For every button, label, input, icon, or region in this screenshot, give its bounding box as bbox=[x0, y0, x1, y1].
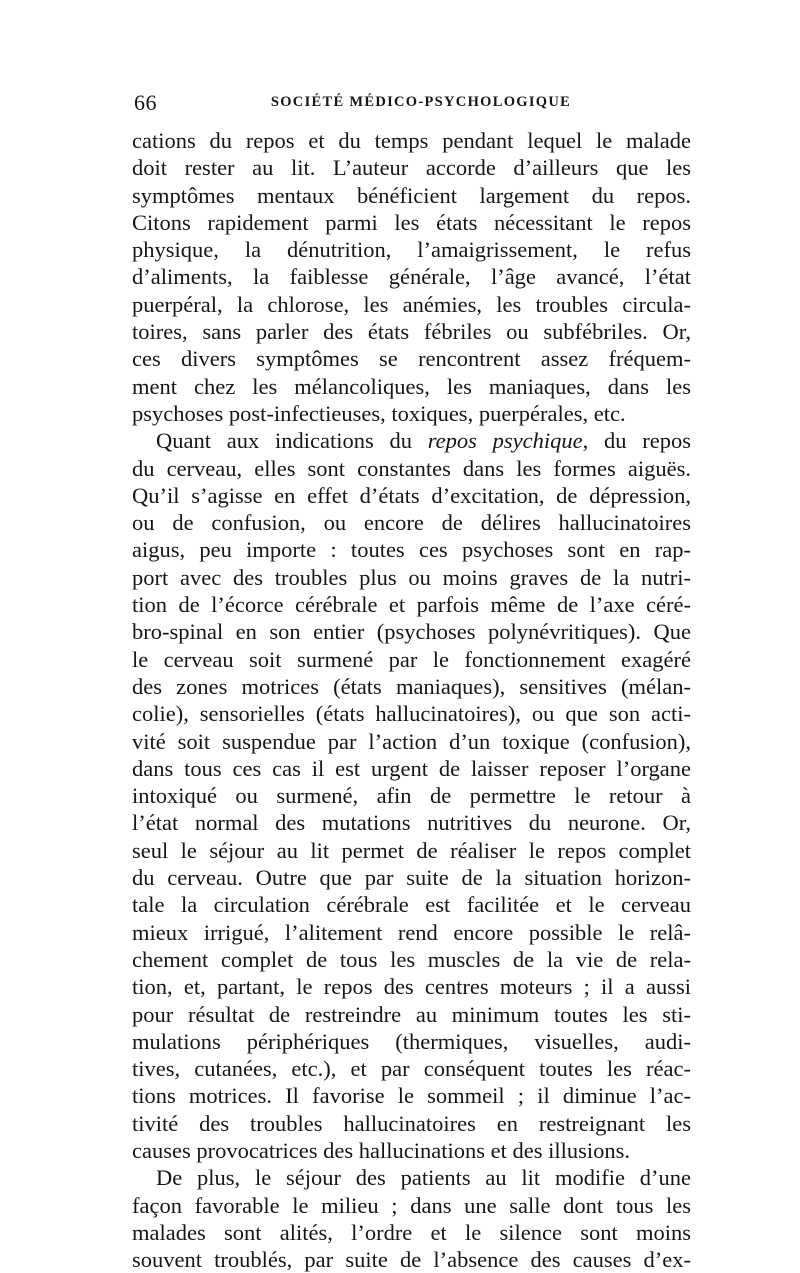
text-line-segment: , du repos bbox=[582, 428, 691, 454]
text-line: souvent troublés, par suite de l’absence des causes d’ex- bbox=[132, 1247, 691, 1273]
text-line: des zones motrices (états maniaques), sensitives (mélan- bbox=[132, 673, 691, 699]
text-line: seul le séjour au lit permet de réaliser le repos complet bbox=[132, 837, 691, 863]
text-line: tion de l’écorce cérébrale et parfois même de l’axe céré- bbox=[132, 592, 691, 618]
text-line: tions motrices. Il favorise le sommeil ; il diminue l’ac- bbox=[132, 1083, 691, 1109]
page-header bbox=[134, 90, 688, 116]
text-line: malades sont alités, l’ordre et le silence sont moins bbox=[132, 1219, 691, 1245]
text-line bbox=[132, 427, 691, 454]
text-line: vité soit suspendue par l’action d’un toxique (confusion), bbox=[132, 728, 691, 754]
text-line: aigus, peu importe : toutes ces psychoses sont en rap- bbox=[132, 537, 691, 563]
text-line: toires, sans parler des états fébriles ou subfébriles. Or, bbox=[132, 319, 691, 345]
text-line: intoxiqué ou surmené, afin de permettre le retour à bbox=[132, 783, 691, 809]
text-line: du cerveau. Outre que par suite de la situation horizon- bbox=[132, 865, 691, 891]
text-line: port avec des troubles plus ou moins graves de la nutri- bbox=[132, 564, 691, 590]
running-title: SOCIÉTÉ MÉDICO-PSYCHOLOGIQUE bbox=[270, 94, 572, 110]
text-line: mulations périphériques (thermiques, visuelles, audi- bbox=[132, 1028, 691, 1054]
text-line: physique, la dénutrition, l’amaigrissement, le refus bbox=[132, 237, 691, 263]
text-line: chement complet de tous les muscles de la vie de rela- bbox=[132, 946, 691, 972]
text-line: puerpéral, la chlorose, les anémies, les troubles circula- bbox=[132, 291, 691, 317]
text-line: l’état normal des mutations nutritives du neurone. Or, bbox=[132, 810, 691, 836]
text-line: d’aliments, la faiblesse générale, l’âge avancé, l’état bbox=[132, 264, 691, 290]
text-line: ou de confusion, ou encore de délires hallucinatoires bbox=[132, 510, 691, 536]
text-line: colie), sensorielles (états hallucinatoires), ou que son acti- bbox=[132, 701, 691, 727]
text-line: cations du repos et du temps pendant lequel le malade bbox=[132, 128, 691, 153]
text-line: du cerveau, elles sont constantes dans les formes aiguës. bbox=[132, 455, 691, 481]
text-line: doit rester au lit. L’auteur accorde d’ailleurs que les bbox=[132, 155, 691, 181]
text-line: façon favorable le milieu ; dans une salle dont tous les bbox=[132, 1192, 691, 1218]
text-line: symptômes mentaux bénéficient largement du repos. bbox=[132, 182, 691, 208]
text-line: De plus, le séjour des patients au lit modifie d’une bbox=[156, 1165, 691, 1191]
body-text bbox=[132, 127, 691, 1273]
text-line: mieux irrigué, l’alitement rend encore possible le relâ- bbox=[132, 919, 691, 945]
text-line: tale la circulation cérébrale est facilitée et le cerveau bbox=[132, 892, 691, 918]
text-line: Citons rapidement parmi les états nécessitant le repos bbox=[132, 209, 691, 235]
text-line: le cerveau soit surmené par le fonctionnement exagéré bbox=[132, 646, 691, 672]
italic-phrase: repos psychique bbox=[427, 428, 583, 454]
text-line-segment: Quant aux indications du bbox=[156, 428, 428, 454]
text-line: causes provocatrices des hallucinations et des illusions. bbox=[132, 1137, 630, 1163]
text-line: Qu’il s’agisse en effet d’états d’excitation, de dépression, bbox=[132, 482, 691, 508]
text-line: tion, et, partant, le repos des centres moteurs ; il a aussi bbox=[132, 974, 691, 1000]
text-line: ces divers symptômes se rencontrent assez fréquem- bbox=[132, 346, 691, 372]
text-line: dans tous ces cas il est urgent de laisser reposer l’organe bbox=[132, 755, 691, 781]
text-line: bro-spinal en son entier (psychoses polynévritiques). Que bbox=[132, 619, 691, 645]
text-line: tivité des troubles hallucinatoires en restreignant les bbox=[132, 1110, 691, 1136]
text-line: ment chez les mélancoliques, les maniaques, dans les bbox=[132, 373, 691, 399]
text-line: psychoses post-infectieuses, toxiques, puerpérales, etc. bbox=[132, 400, 626, 426]
page-number: 66 bbox=[134, 90, 157, 115]
text-line: tives, cutanées, etc.), et par conséquent toutes les réac- bbox=[132, 1056, 691, 1082]
text-line: pour résultat de restreindre au minimum toutes les sti- bbox=[132, 1001, 691, 1027]
